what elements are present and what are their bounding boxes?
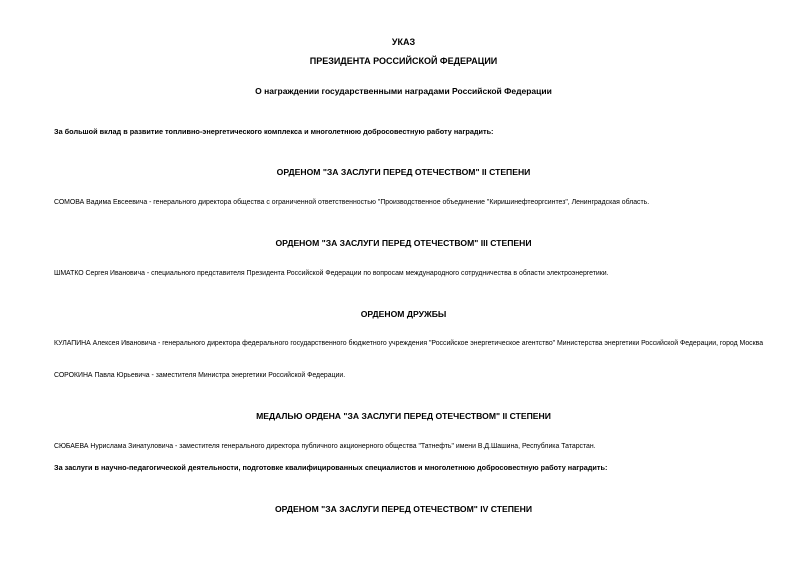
document-subtitle: ПРЕЗИДЕНТА РОССИЙСКОЙ ФЕДЕРАЦИИ: [309, 56, 498, 66]
intro-paragraph-2: За заслуги в научно-педагогической деятельности, подготовке квалифицированных специалистов и многолетнюю добросовестную работу наградить:: [54, 463, 608, 472]
award-heading-1: ОРДЕНОМ "ЗА ЗАСЛУГИ ПЕРЕД ОТЕЧЕСТВОМ" II СТЕПЕНИ: [276, 167, 531, 177]
award-heading-3: ОРДЕНОМ ДРУЖБЫ: [360, 309, 447, 319]
document-title: УКАЗ: [391, 37, 416, 47]
award-heading-2: ОРДЕНОМ "ЗА ЗАСЛУГИ ПЕРЕД ОТЕЧЕСТВОМ" III СТЕПЕНИ: [275, 238, 532, 248]
award-entry-1: СОМОВА Вадима Евсеевича - генерального директора общества с ограниченной ответственностью "Производственное объединение "Киришинефтеоргсинтез", Ленинградская область.: [54, 199, 650, 206]
award-heading-5: ОРДЕНОМ "ЗА ЗАСЛУГИ ПЕРЕД ОТЕЧЕСТВОМ" IV СТЕПЕНИ: [274, 504, 533, 514]
award-entry-4: СОРОКИНА Павла Юрьевича - заместителя Министра энергетики Российской Федерации.: [54, 372, 346, 379]
award-entry-3: КУЛАПИНА Алексея Ивановича - генерального директора федерального государственного бюджетного учреждения "Российское энергетическое агентство" Министерства энергетики Российской Федерации, город Москва: [54, 340, 764, 347]
award-entry-5: СЮБАЕВА Нурислама Зинатуловича - заместителя генерального директора публичного акционерного общества "Татнефть" имени В.Д.Шашина, Республика Татарстан.: [54, 443, 596, 450]
award-entry-2: ШМАТКО Сергея Ивановича - специального представителя Президента Российской Федерации по вопросам международного сотрудничества в области электроэнергетики.: [54, 270, 609, 277]
intro-paragraph-1: За большой вклад в развитие топливно-энергетического комплекса и многолетнюю добросовестную работу наградить:: [54, 127, 494, 136]
document-caption: О награждении государственными наградами Российской Федерации: [255, 86, 552, 96]
award-heading-4: МЕДАЛЬЮ ОРДЕНА "ЗА ЗАСЛУГИ ПЕРЕД ОТЕЧЕСТВОМ" II СТЕПЕНИ: [256, 411, 551, 421]
